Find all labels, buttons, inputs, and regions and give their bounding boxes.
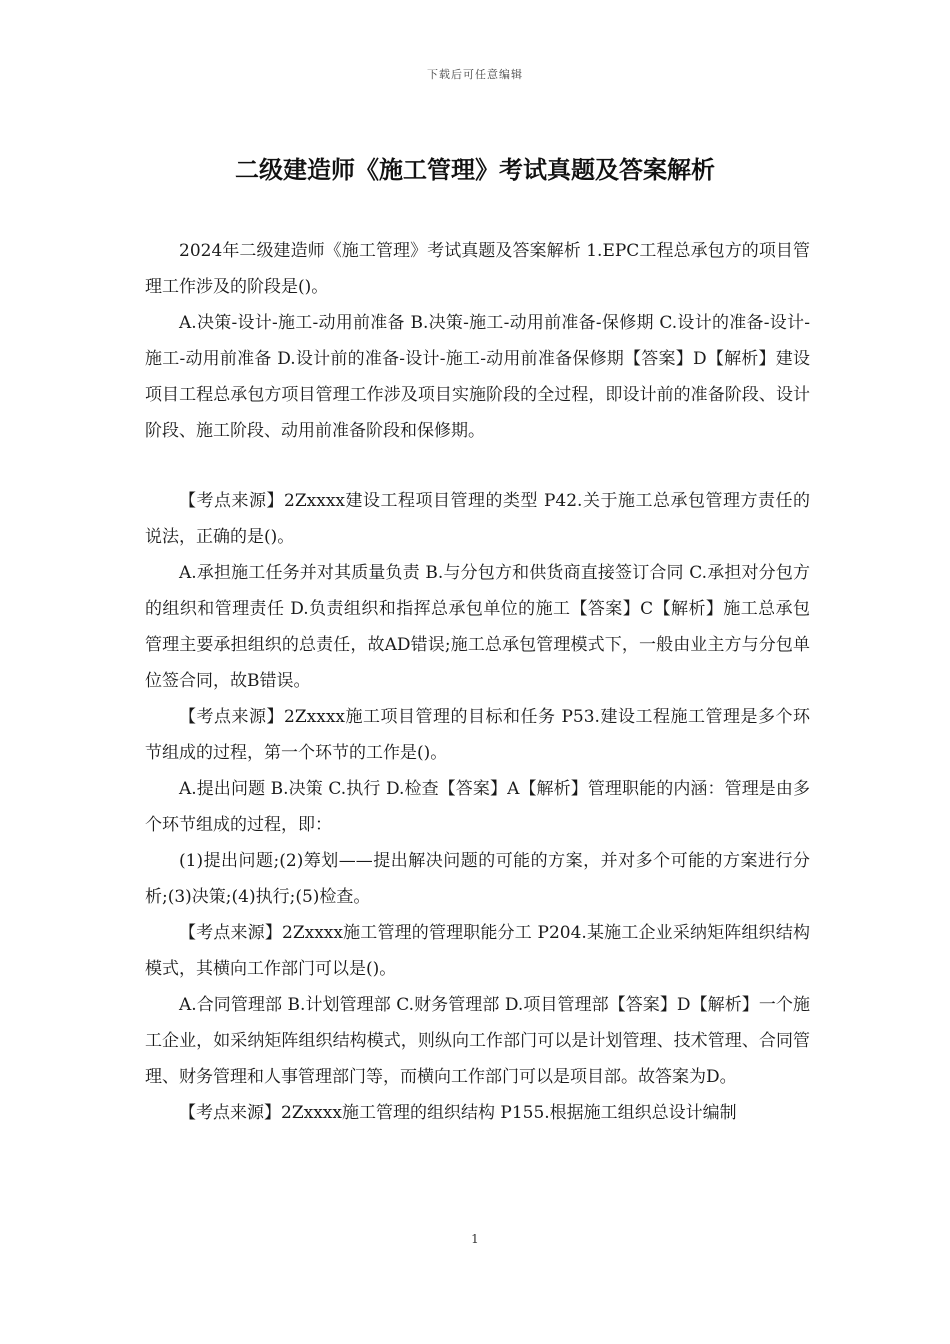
paragraph: 2024年二级建造师《施工管理》考试真题及答案解析 1.EPC工程总承包方的项目管理工作涉及的阶段是()。 [145,241,810,297]
paragraph: 【考点来源】2Zxxxx施工管理的管理职能分工 P204.某施工企业采纳矩阵组织结构模式，其横向工作部门可以是()。 [145,923,810,979]
document-body [145,233,810,1131]
paragraph: A.合同管理部 B.计划管理部 C.财务管理部 D.项目管理部【答案】D【解析】一个施工企业，如采纳矩阵组织结构模式，则纵向工作部门可以是计划管理、技术管理、合同管理、财务管理和人事管理部门等，而横向工作部门可以是项目部。故答案为D。 [145,995,810,1087]
paragraph: A.决策-设计-施工-动用前准备 B.决策-施工-动用前准备-保修期 C.设计的准备-设计-施工-动用前准备 D.设计前的准备-设计-施工-动用前准备保修期【答案】D【解析】建设项目工程总承包方项目管理工作涉及项目实施阶段的全过程，即设计前的准备阶段、设计阶段、施工阶段、动用前准备阶段和保修期。 [145,313,810,441]
document-title: 二级建造师《施工管理》考试真题及答案解析 [235,156,715,184]
paragraph: 【考点来源】2Zxxxx施工管理的组织结构 P155.根据施工组织总设计编制 [179,1103,737,1123]
page-number: 1 [471,1232,479,1246]
paragraph-spacer [145,449,810,483]
paragraph: (1)提出问题;(2)筹划——提出解决问题的可能的方案，并对多个可能的方案进行分析;(3)决策;(4)执行;(5)检查。 [145,851,810,907]
paragraph: A.提出问题 B.决策 C.执行 D.检查【答案】A【解析】管理职能的内涵：管理是由多个环节组成的过程，即： [145,779,811,835]
page-header: 下载后可任意编辑 [427,68,523,81]
paragraph: 【考点来源】2Zxxxx建设工程项目管理的类型 P42.关于施工总承包管理方责任的说法，正确的是()。 [145,491,810,547]
paragraph: A.承担施工任务并对其质量负责 B.与分包方和供货商直接签订合同 C.承担对分包方的组织和管理责任 D.负责组织和指挥总承包单位的施工【答案】C【解析】施工总承包管理主要承担组织的总责任，故AD错误;施工总承包管理模式下，一般由业主方与分包单位签合同，故B错误。 [145,563,810,691]
paragraph: 【考点来源】2Zxxxx施工项目管理的目标和任务 P53.建设工程施工管理是多个环节组成的过程，第一个环节的工作是()。 [145,707,810,763]
